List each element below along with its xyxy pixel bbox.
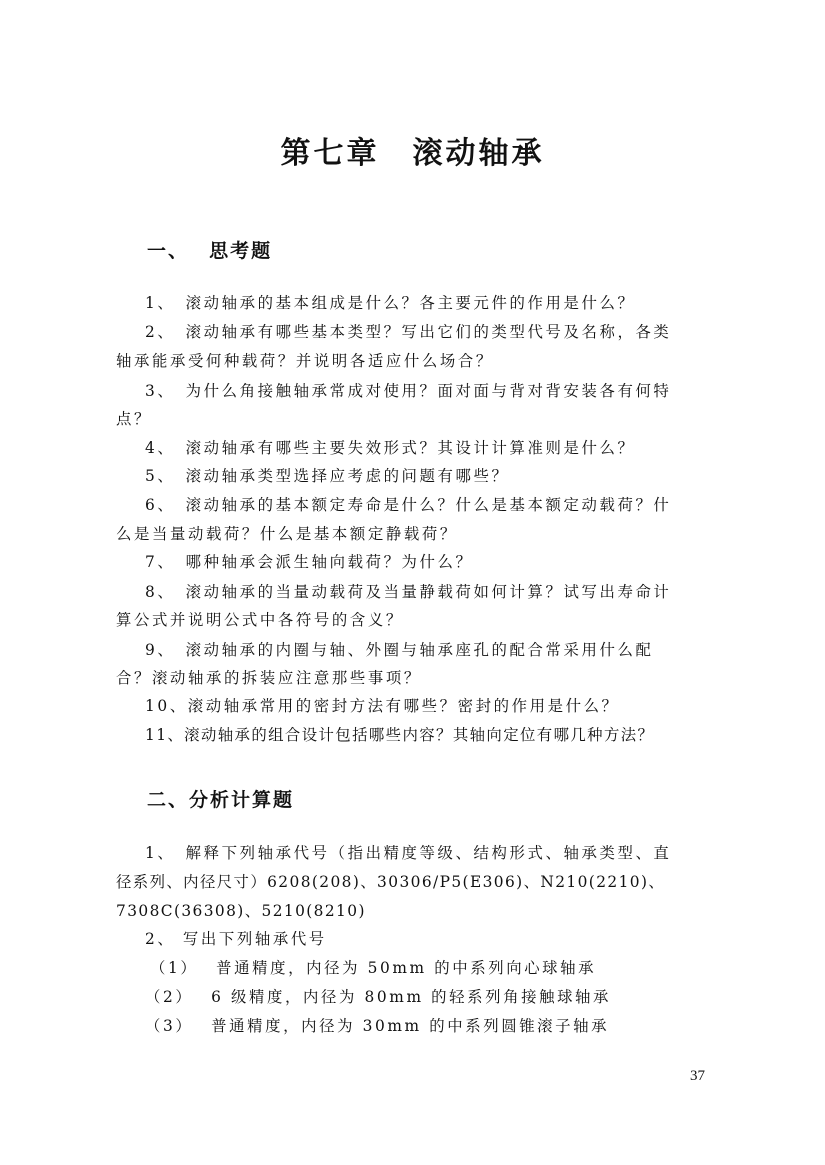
calculation-line: （2） 6 级精度，内径为 80mm 的轻系列角接触球轴承 <box>145 988 612 1006</box>
question-line: 合？滚动轴承的拆装应注意那些事项？ <box>116 669 422 687</box>
question-line: 轴承能承受何种载荷？并说明各适应什么场合？ <box>116 352 494 370</box>
page-number: 37 <box>690 1068 705 1084</box>
question-line: 11、滚动轴承的组合设计包括哪些内容？其轴向定位有哪几种方法？ <box>145 726 655 744</box>
question-line: 么是当量动载荷？什么是基本额定静载荷？ <box>116 525 458 543</box>
question-line: 2、 滚动轴承有哪些基本类型？写出它们的类型代号及名称，各类 <box>145 323 672 341</box>
calculation-line: 2、 写出下列轴承代号 <box>145 930 327 948</box>
section-heading-calculations: 二、分析计算题 <box>147 789 295 811</box>
question-line: 点？ <box>116 410 152 428</box>
question-line: 1、 滚动轴承的基本组成是什么？各主要元件的作用是什么？ <box>145 294 636 312</box>
calculation-line: （1） 普通精度，内径为 50mm 的中系列向心球轴承 <box>150 959 597 977</box>
calculation-line: 1、 解释下列轴承代号（指出精度等级、结构形式、轴承类型、直 <box>145 844 672 862</box>
question-line: 10、滚动轴承常用的密封方法有哪些？密封的作用是什么？ <box>145 697 620 715</box>
calculation-line: （3） 普通精度，内径为 30mm 的中系列圆锥滚子轴承 <box>145 1017 610 1035</box>
calculation-line: 径系列、内径尺寸）6208(208)、30306/P5(E306)、N210(2210)、 <box>116 873 666 891</box>
calculation-line: 7308C(36308)、5210(8210) <box>116 902 366 920</box>
question-line: 7、 哪种轴承会派生轴向载荷？为什么？ <box>145 553 474 571</box>
question-line: 算公式并说明公式中各符号的含义？ <box>116 611 404 629</box>
question-line: 5、 滚动轴承类型选择应考虑的问题有哪些？ <box>145 467 510 485</box>
chapter-title: 第七章 滚动轴承 <box>280 136 545 171</box>
question-line: 3、 为什么角接触轴承常成对使用？面对面与背对背安装各有何特 <box>145 382 672 400</box>
question-line: 6、 滚动轴承的基本额定寿命是什么？什么是基本额定动载荷？什 <box>145 496 672 514</box>
question-line: 8、 滚动轴承的当量动载荷及当量静载荷如何计算？试写出寿命计 <box>145 583 672 601</box>
question-line: 4、 滚动轴承有哪些主要失效形式？其设计计算准则是什么？ <box>145 439 636 457</box>
question-line: 9、 滚动轴承的内圈与轴、外圈与轴承座孔的配合常采用什么配 <box>145 641 654 659</box>
section-heading-questions: 一、 思考题 <box>147 240 273 262</box>
